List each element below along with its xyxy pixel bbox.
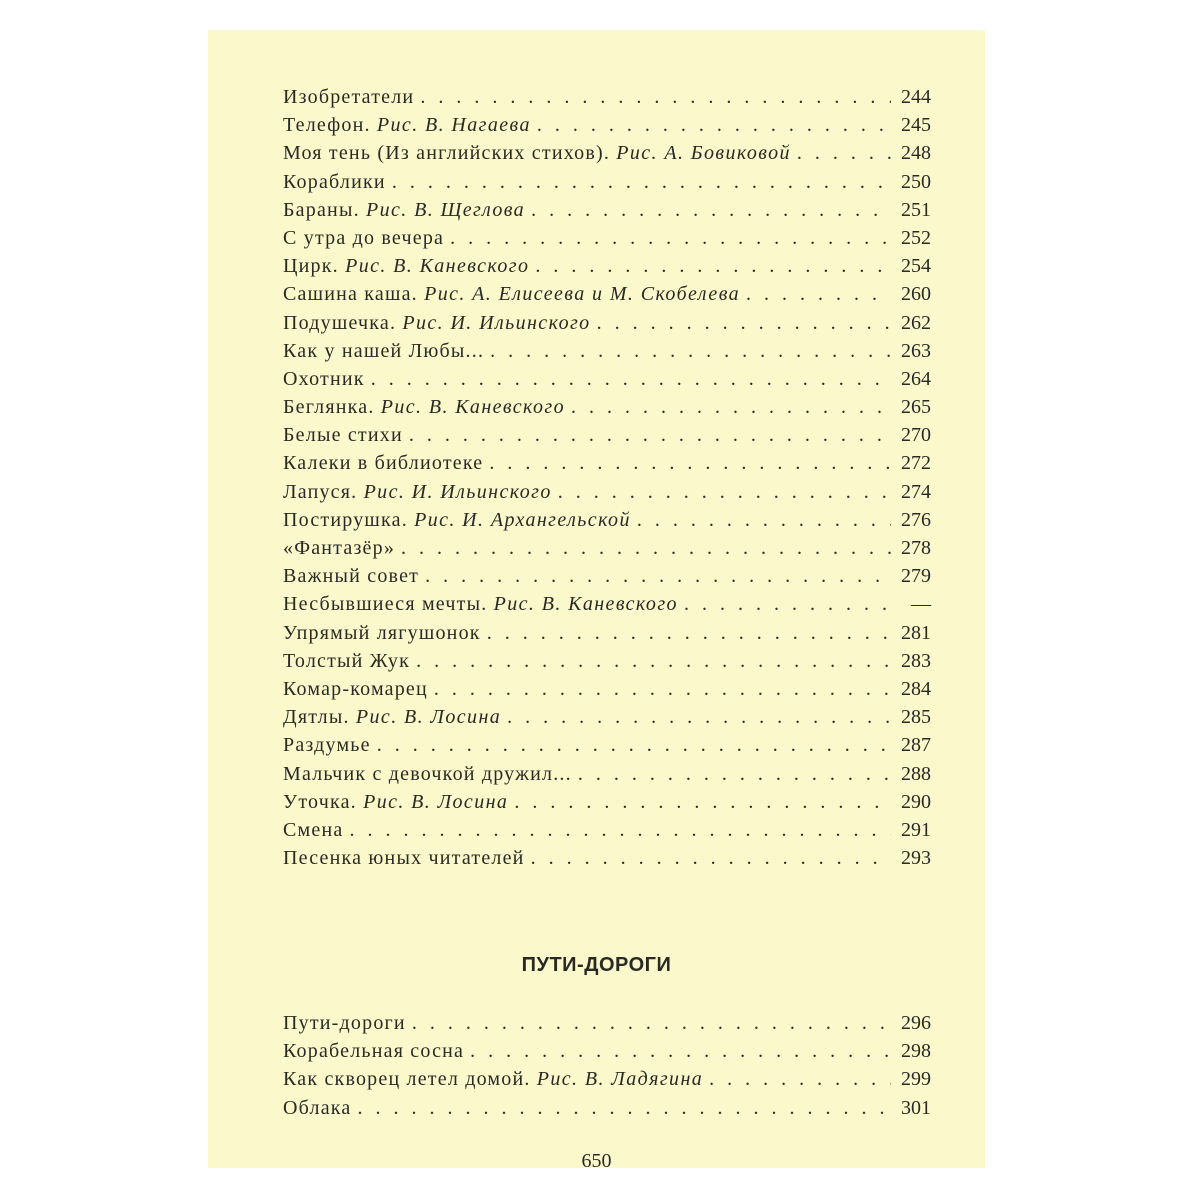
toc-entry xyxy=(283,255,931,283)
toc-entry xyxy=(283,227,931,255)
entry-page: 272 xyxy=(901,452,931,475)
toc-entry xyxy=(283,424,931,452)
toc-entry xyxy=(283,509,931,537)
book-page xyxy=(208,30,985,1172)
entry-title: С утра до вечера xyxy=(283,226,445,249)
toc-entry xyxy=(283,481,931,509)
entry-title: Телефон. Рис. В. Нагаева xyxy=(283,114,531,137)
entry-title: Цирк. Рис. В. Каневского xyxy=(283,255,530,278)
toc-entry xyxy=(283,86,931,114)
leader-dots xyxy=(597,312,891,335)
leader-dots xyxy=(392,171,891,194)
toc-entry xyxy=(283,537,931,565)
toc-entry xyxy=(283,565,931,593)
entry-page: 254 xyxy=(901,255,931,278)
leader-dots xyxy=(357,1097,891,1120)
toc-entry xyxy=(283,283,931,311)
toc-entry xyxy=(283,340,931,368)
toc-entry xyxy=(283,678,931,706)
entry-page: 293 xyxy=(901,847,931,870)
entry-page: 265 xyxy=(901,396,931,419)
leader-dots xyxy=(746,283,891,306)
page-number: 650 xyxy=(581,1150,612,1172)
entry-page: 283 xyxy=(901,649,931,672)
leader-dots xyxy=(571,396,891,419)
entry-page: 262 xyxy=(901,311,931,334)
toc-entry xyxy=(283,1068,931,1096)
leader-dots xyxy=(487,622,891,645)
leader-dots xyxy=(377,734,891,757)
leader-dots xyxy=(558,481,891,504)
entry-title: Пути-дороги xyxy=(283,1012,406,1034)
toc-list-section xyxy=(283,1012,931,1125)
leader-dots xyxy=(531,199,891,222)
entry-page: 285 xyxy=(901,706,931,729)
toc-entry xyxy=(283,593,931,621)
entry-page: 244 xyxy=(901,86,931,108)
entry-page: 250 xyxy=(901,170,931,193)
entry-page: — xyxy=(911,593,931,616)
entry-title: Изобретатели xyxy=(283,86,415,108)
entry-page: 276 xyxy=(901,508,931,531)
leader-dots xyxy=(489,452,891,475)
entry-title: Важный совет xyxy=(283,565,420,588)
leader-dots xyxy=(490,340,891,363)
entry-title: Уточка. Рис. В. Лосина xyxy=(283,790,509,813)
entry-page: 301 xyxy=(901,1096,931,1119)
entry-title: Белые стихи xyxy=(283,424,403,447)
entry-title: Лапуся. Рис. И. Ильинского xyxy=(283,480,552,503)
entry-title: Калеки в библиотеке xyxy=(283,452,484,475)
entry-page: 298 xyxy=(901,1040,931,1063)
toc-entry xyxy=(283,622,931,650)
toc-entry xyxy=(283,734,931,762)
toc-entry xyxy=(283,396,931,424)
entry-title: Мальчик с девочкой дружил... xyxy=(283,762,572,785)
entry-title: Как у нашей Любы... xyxy=(283,339,485,362)
toc-list-main xyxy=(283,86,931,875)
entry-title: Облака xyxy=(283,1096,352,1119)
entry-title: Охотник xyxy=(283,367,365,390)
leader-dots xyxy=(425,565,891,588)
leader-dots xyxy=(531,847,891,870)
entry-title: Сашина каша. Рис. А. Елисеева и М. Скобелева xyxy=(283,283,741,306)
entry-page: 287 xyxy=(901,734,931,757)
entry-page: 288 xyxy=(901,762,931,785)
leader-dots xyxy=(412,1012,891,1035)
entry-page: 245 xyxy=(901,114,931,137)
entry-page: 252 xyxy=(901,226,931,249)
entry-page: 299 xyxy=(901,1068,931,1091)
entry-title: Комар-комарец xyxy=(283,677,428,700)
leader-dots xyxy=(470,1040,891,1063)
leader-dots xyxy=(578,763,891,786)
leader-dots xyxy=(537,114,891,137)
entry-title: Кораблики xyxy=(283,170,386,193)
leader-dots xyxy=(535,255,891,278)
entry-page: 248 xyxy=(901,142,931,165)
leader-dots xyxy=(371,368,891,391)
entry-title: Несбывшиеся мечты. Рис. В. Каневского xyxy=(283,593,678,616)
toc-entry xyxy=(283,791,931,819)
toc-entry xyxy=(283,368,931,396)
entry-page: 281 xyxy=(901,621,931,644)
entry-page: 263 xyxy=(901,339,931,362)
entry-page: 278 xyxy=(901,537,931,559)
entry-page: 251 xyxy=(901,198,931,221)
leader-dots xyxy=(514,791,891,814)
toc-entry xyxy=(283,706,931,734)
leader-dots xyxy=(416,650,891,673)
entry-title: Подушечка. Рис. И. Ильинского xyxy=(283,311,591,334)
toc-entry xyxy=(283,1040,931,1068)
toc-entry xyxy=(283,819,931,847)
toc-entry xyxy=(283,1012,931,1040)
entry-page: 260 xyxy=(901,283,931,306)
entry-title: Толстый Жук xyxy=(283,649,411,672)
leader-dots xyxy=(434,678,891,701)
leader-dots xyxy=(349,819,891,842)
leader-dots xyxy=(401,537,891,560)
toc-entry xyxy=(283,1097,931,1125)
entry-page: 274 xyxy=(901,480,931,503)
entry-title: Смена xyxy=(283,818,344,841)
toc-entry xyxy=(283,199,931,227)
entry-title: «Фантазёр» xyxy=(283,537,396,559)
entry-title: Беглянка. Рис. В. Каневского xyxy=(283,396,566,419)
leader-dots xyxy=(450,227,891,250)
toc-entry xyxy=(283,452,931,480)
entry-page: 284 xyxy=(901,677,931,700)
leader-dots xyxy=(709,1068,891,1091)
leader-dots xyxy=(507,706,891,729)
toc-entry xyxy=(283,763,931,791)
toc-entry xyxy=(283,171,931,199)
entry-title: Упрямый лягушонок xyxy=(283,621,481,644)
toc-entry xyxy=(283,114,931,142)
toc-entry xyxy=(283,142,931,170)
leader-dots xyxy=(637,509,891,532)
entry-page: 296 xyxy=(901,1012,931,1034)
entry-title: Моя тень (Из английских стихов). Рис. А. Бовиковой xyxy=(283,142,791,165)
leader-dots xyxy=(684,593,891,616)
entry-title: Бараны. Рис. В. Щеглова xyxy=(283,198,526,221)
entry-page: 279 xyxy=(901,565,931,588)
toc-entry xyxy=(283,847,931,875)
entry-title: Дятлы. Рис. В. Лосина xyxy=(283,706,502,729)
entry-title: Раздумье xyxy=(283,734,371,757)
leader-dots xyxy=(420,86,891,109)
entry-title: Как скворец летел домой. Рис. В. Ладягина xyxy=(283,1068,704,1091)
toc-entry xyxy=(283,312,931,340)
toc-entry xyxy=(283,650,931,678)
leader-dots xyxy=(409,424,891,447)
entry-page: 270 xyxy=(901,424,931,447)
section-heading: ПУТИ-ДОРОГИ xyxy=(521,954,672,976)
leader-dots xyxy=(797,142,891,165)
entry-page: 291 xyxy=(901,818,931,841)
entry-title: Постирушка. Рис. И. Архангельской xyxy=(283,508,631,531)
entry-page: 264 xyxy=(901,367,931,390)
entry-title: Корабельная сосна xyxy=(283,1040,465,1063)
entry-page: 290 xyxy=(901,790,931,813)
entry-title: Песенка юных читателей xyxy=(283,847,525,870)
